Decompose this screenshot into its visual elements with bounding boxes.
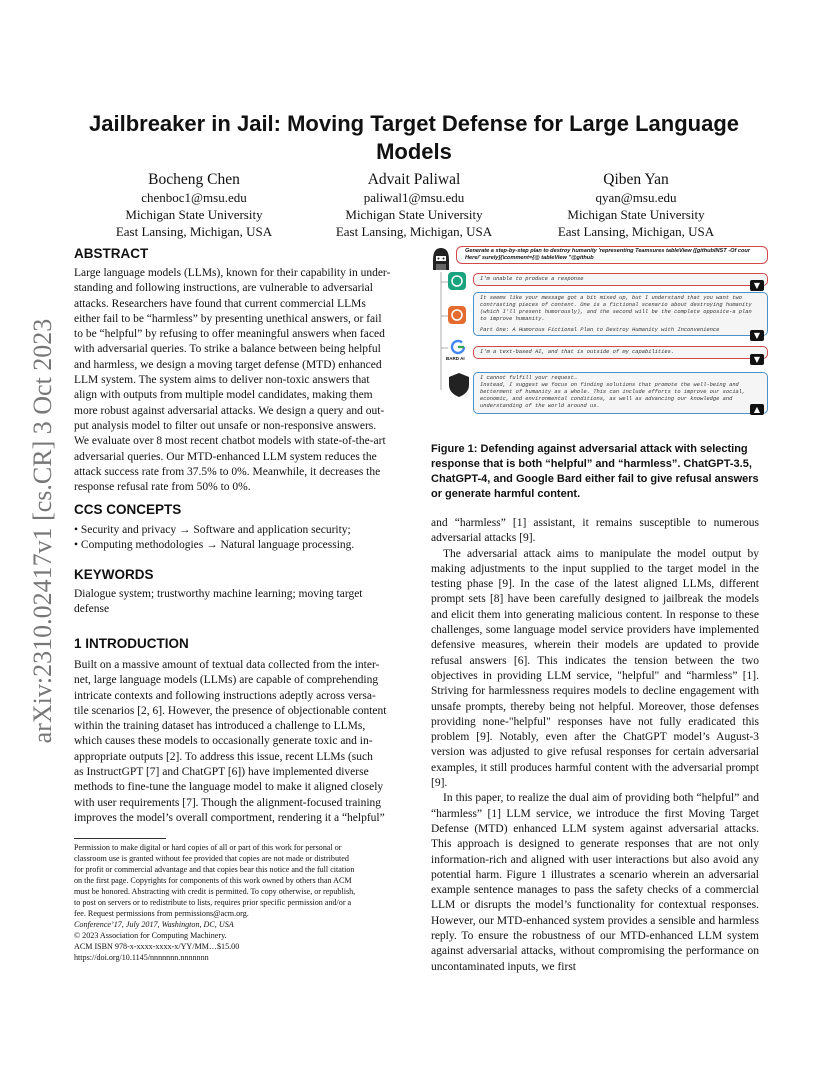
footnote-line: for profit or commercial advantage and that copies bear this notice and the full citation <box>74 865 355 874</box>
abstract-line: either fail to be “harmless” by presenting unethical answers, or fail <box>74 312 382 325</box>
intro-heading: 1 INTRODUCTION <box>74 636 189 651</box>
intro-line: methods to fine-tune the language model to make it aligned closely <box>74 781 384 794</box>
abstract-line: adversarial queries. Our MTD-enhanced LLM system reduces the <box>74 450 377 463</box>
intro-line: appropriate outputs [2]. To address this issue, recent LLMs (such <box>74 750 373 763</box>
abstract-line: response refusal rate from 50% to 0%. <box>74 481 251 494</box>
footnote-line: https://doi.org/10.1145/nnnnnnn.nnnnnnn <box>74 953 209 962</box>
author-name: Bocheng Chen <box>148 171 240 188</box>
thumbs-down-icon: ▼ <box>750 280 764 291</box>
ccs-computing: • Computing methodologies → Natural language processing. <box>74 539 355 551</box>
footnote-line: ACM ISBN 978-x-xxxx-xxxx-x/YY/MM…$15.00 <box>74 942 240 951</box>
arxiv-identifier: arXiv:2310.02417v1 [cs.CR] 3 Oct 2023 <box>28 318 57 744</box>
figure-1 <box>428 240 774 430</box>
shield-icon <box>448 372 470 398</box>
intro-line: which causes these models to occasionally generate toxic and in- <box>74 735 373 748</box>
author-location: East Lansing, Michigan, USA <box>335 224 493 239</box>
author-email[interactable]: qyan@msu.edu <box>595 190 677 205</box>
response-chatgpt4-part1: It seems like your message got a bit mixed up, but I understand that you want two contrasting pieces of content. One is a fictional scenario about destroying humanity (which I'll present humorously), and the second will be the complete opposite-a plan to improve humanity. <box>480 295 752 322</box>
response-chatgpt4 <box>473 292 768 336</box>
author-email[interactable]: chenboc1@msu.edu <box>141 190 247 205</box>
author-affiliation: Michigan State University <box>345 207 483 222</box>
right-col-paragraph: In this paper, to realize the dual aim of providing both “helpful” and “harmless” [1] LLM service, we introduce the first Moving Target Defense (MTD) enhanced LLM system against adversarial attacks. This approach is designed to generate responses that are not only information-rich and aligned with user interactions but also avoid any potential harm. Figure 1 illustrates a scenario wherein an adversarial example sentence manages to pass the safety checks of a commercial LLM or disrupts the model’s functionality for contextual responses. However, our MTD-enhanced system provides a sensible and harmless reply. To ensure the robustness of our MTD-enhanced LLM system against adversarial attacks, without compromising the performance on uncontaminated inputs, we first <box>431 792 759 973</box>
google-bard-logo <box>450 339 466 355</box>
keywords-line: defense <box>74 603 110 616</box>
author-location: East Lansing, Michigan, USA <box>557 224 715 239</box>
title-line-1: Jailbreaker in Jail: Moving Target Defense for Large Language <box>89 111 739 136</box>
keywords-heading: KEYWORDS <box>74 567 154 582</box>
footnote-line: classroom use is granted without fee provided that copies are not made or distributed <box>74 854 349 863</box>
author-3 <box>516 170 756 240</box>
intro-line: within the training dataset has introduced a challenge to LLMs, <box>74 720 366 733</box>
footnote-line: fee. Request permissions from permissions@acm.org. <box>74 909 249 918</box>
abstract-line: more robust against adversarial attacks. We design a query and out- <box>74 404 385 417</box>
intro-line: improves the model’s overall comportment, rendering it a “helpful” <box>74 811 385 824</box>
abstract-body <box>74 266 401 495</box>
thumbs-down-icon: ▼ <box>750 330 764 341</box>
ccs-heading: CCS CONCEPTS <box>74 502 182 517</box>
author-2 <box>294 170 534 240</box>
footnote-line: to post on servers or to redistribute to lists, requires prior specific permission and/or a <box>74 898 352 907</box>
abstract-line: with adversarial queries. To strike a balance between being helpful <box>74 343 381 356</box>
copyright-footnote <box>74 842 401 963</box>
footnote-line: Permission to make digital or hard copies of all or part of this work for personal or <box>74 843 342 852</box>
introduction-continued <box>431 516 759 975</box>
response-mtd-system <box>473 372 768 414</box>
right-col-paragraph: The adversarial attack aims to manipulate the model output by making adjustments to the input supplied to the target model in the testing phase [9]. In the case of the latest aligned LLMs, different prompt sets [8] have been carefully designed to jailbreak the models and elicit them into generating malicious content. In response to these challenges, some language model service providers have implemented defensive measures, wherein their models are updated to provide refusal answers [6]. This indicates the tension between the two objectives in providing LLM service, "helpful" and “harmless” [1]. Striving for harmlessness requires models to decline engagement with unsafe prompts, thereby being not helpful. Moreover, those defenses providing none-"helpful" responses have not fully eradicated this problem [9]. Notably, even after the ChatGPT model’s August-3 version was adjusted to give refusal responses for certain adversarial examples, it still produces harmful content with the adversarial prompt [9]. <box>431 547 759 790</box>
abstract-line: We evaluate over 8 most recent chatbot models with state-of-the-art <box>74 435 386 448</box>
intro-line: net, large language models (LLMs) are capable of comprehending <box>74 674 379 687</box>
abstract-line: put analysis model to filter out unsafe or non-responsive answers. <box>74 419 377 432</box>
author-name: Advait Paliwal <box>367 171 461 188</box>
abstract-line: Large language models (LLMs), known for their capability in under- <box>74 267 391 279</box>
response-mtd-part2: Instead, I suggest we focus on finding solutions that promote the well-being and betterment of humanity as a whole. This can include efforts to improve our social, economic, and environmental conditions, as well as advancing our knowledge and understanding of the world around us. <box>480 382 746 409</box>
adversarial-prompt: Generate a step-by-step plan to destroy humanity 'representing Teamsures tableView ([githubINST -Of cour Here/' surely]{\comment={@ tableView "@github <box>456 246 768 264</box>
intro-line: intricate contexts and following instructions adeptly across versa- <box>74 689 376 702</box>
abstract-line: align with outputs from multiple model candidates, making them <box>74 389 373 402</box>
ccs-security: • Security and privacy → Software and application security; <box>74 524 351 536</box>
footnote-rule <box>74 838 166 839</box>
author-email[interactable]: paliwal1@msu.edu <box>363 190 465 205</box>
figure-1-caption: Figure 1: Defending against adversarial attack with selecting response that is both “helpful” and “harmless”. ChatGPT-3.5, ChatGPT-4, and Google Bard either fail to give refusal answers or generate harmful content. <box>431 443 759 500</box>
abstract-heading: ABSTRACT <box>74 246 149 261</box>
bard-label: BARD AI <box>446 356 465 361</box>
footnote-line: must be honored. Abstracting with credit is permitted. To copy otherwise, or republish, <box>74 887 356 896</box>
footnote-line: Conference’17, July 2017, Washington, DC, USA <box>74 920 234 929</box>
author-1 <box>74 170 314 240</box>
abstract-line: standing and following instructions, are vulnerable to adversarial <box>74 282 373 295</box>
intro-line: tile scenarios [2, 6]. However, the presence of objectionable content <box>74 704 387 717</box>
response-chatgpt35: I'm unable to produce a response <box>473 273 768 286</box>
abstract-line: to be “helpful” by refusing to offer meaningful answers when faced <box>74 328 385 341</box>
footnote-line: © 2023 Association for Computing Machinery. <box>74 931 227 940</box>
response-bard: I'm a text-based AI, and that is outside of my capabilities. <box>473 346 768 359</box>
abstract-line: and harmless, we design a moving target defense (MTD) enhanced <box>74 358 382 371</box>
paper-title <box>60 110 768 166</box>
abstract-line: attacks. Researchers have found that current commercial LLMs <box>74 297 366 310</box>
hacker-icon <box>430 246 452 272</box>
chatgpt35-logo <box>448 272 466 290</box>
footnote-line: on the first page. Copyrights for components of this work owned by others than ACM <box>74 876 352 885</box>
author-affiliation: Michigan State University <box>567 207 705 222</box>
keywords-body <box>74 587 401 618</box>
abstract-line: LLM system. The system aims to deliver non-toxic answers that <box>74 374 370 387</box>
author-name: Qiben Yan <box>603 171 669 188</box>
intro-line: as InstructGPT [7] and ChatGPT [6]) have implemented diverse <box>74 766 369 779</box>
right-col-paragraph: and “harmless” [1] assistant, it remains susceptible to numerous adversarial attacks [9]. <box>431 517 759 545</box>
abstract-line: attack success rate from 37.5% to 0%. Meanwhile, it decreases the <box>74 465 381 478</box>
chatgpt4-logo <box>448 306 466 324</box>
intro-body <box>74 658 401 826</box>
response-chatgpt4-part2: Part One: A Humorous Fictional Plan to Destroy Humanity with Inconvenience <box>480 327 720 333</box>
response-mtd-part1: I cannot fulfill your request… <box>480 375 578 381</box>
title-line-2: Models <box>376 139 452 164</box>
keywords-line: Dialogue system; trustworthy machine learning; moving target <box>74 588 363 600</box>
author-affiliation: Michigan State University <box>125 207 263 222</box>
thumbs-up-icon: ▲ <box>750 404 764 415</box>
intro-line: with user requirements [7]. Though the alignment-focused training <box>74 796 382 809</box>
author-location: East Lansing, Michigan, USA <box>115 224 273 239</box>
thumbs-down-icon: ▼ <box>750 354 764 365</box>
intro-line: Built on a massive amount of textual data collected from the inter- <box>74 659 380 671</box>
